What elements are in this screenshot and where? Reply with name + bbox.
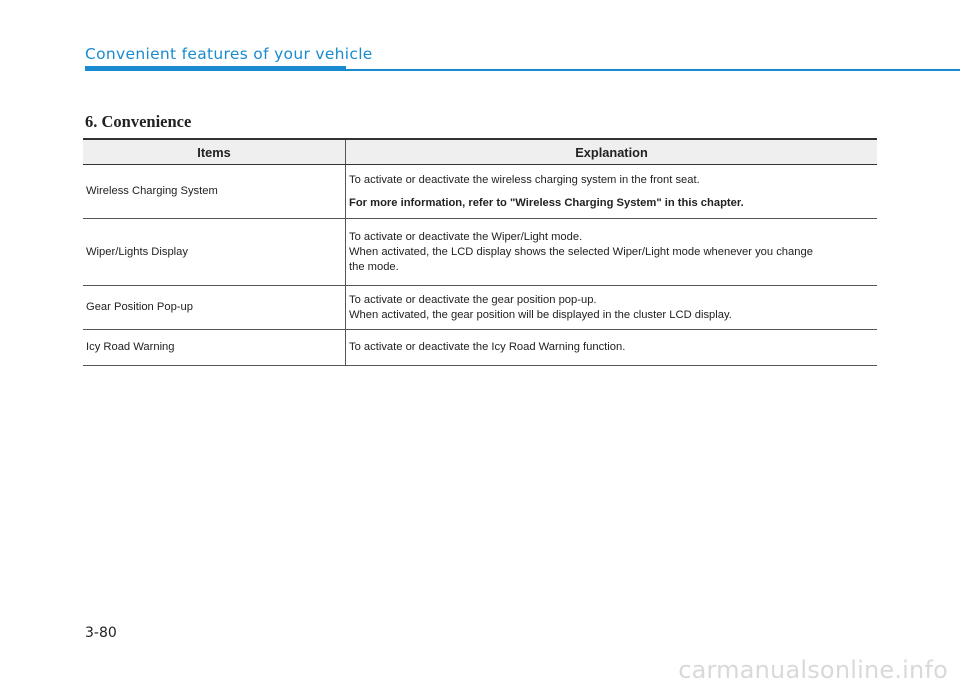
column-header-explanation: Explanation <box>346 139 878 165</box>
table-row <box>83 286 877 330</box>
item-cell: Wireless Charging System <box>83 165 346 219</box>
table-row <box>83 165 877 219</box>
explanation-line: When activated, the gear position will be displayed in the cluster LCD display. <box>349 308 732 321</box>
item-cell: Icy Road Warning <box>83 330 346 366</box>
header-rule <box>346 69 960 71</box>
page-number: 3-80 <box>85 625 117 641</box>
explanation-line: When activated, the LCD display shows the selected Wiper/Light mode whenever you change <box>349 245 813 258</box>
watermark: carmanualsonline.info <box>678 656 948 684</box>
table-row <box>83 330 877 366</box>
convenience-table <box>83 138 877 366</box>
column-header-items: Items <box>83 139 346 165</box>
section-header-title: Convenient features of your vehicle <box>85 45 373 63</box>
explanation-line: To activate or deactivate the Icy Road Warning function. <box>349 341 626 353</box>
explanation-line: To activate or deactivate the wireless charging system in the front seat. <box>349 173 700 186</box>
explanation-cell <box>346 219 878 286</box>
explanation-cell <box>346 330 878 366</box>
explanation-cell <box>346 165 878 219</box>
item-cell: Wiper/Lights Display <box>83 219 346 286</box>
item-cell: Gear Position Pop-up <box>83 286 346 330</box>
explanation-line: To activate or deactivate the gear position pop-up. <box>349 293 597 306</box>
explanation-line: the mode. <box>349 260 399 273</box>
explanation-line: To activate or deactivate the Wiper/Light mode. <box>349 230 583 243</box>
table-header-row <box>83 139 877 165</box>
header-accent-bar <box>85 66 346 71</box>
table-row <box>83 219 877 286</box>
explanation-cell <box>346 286 878 330</box>
explanation-note: For more information, refer to "Wireless Charging System" in this chapter. <box>349 196 744 209</box>
page-title: 6. Convenience <box>85 112 192 131</box>
